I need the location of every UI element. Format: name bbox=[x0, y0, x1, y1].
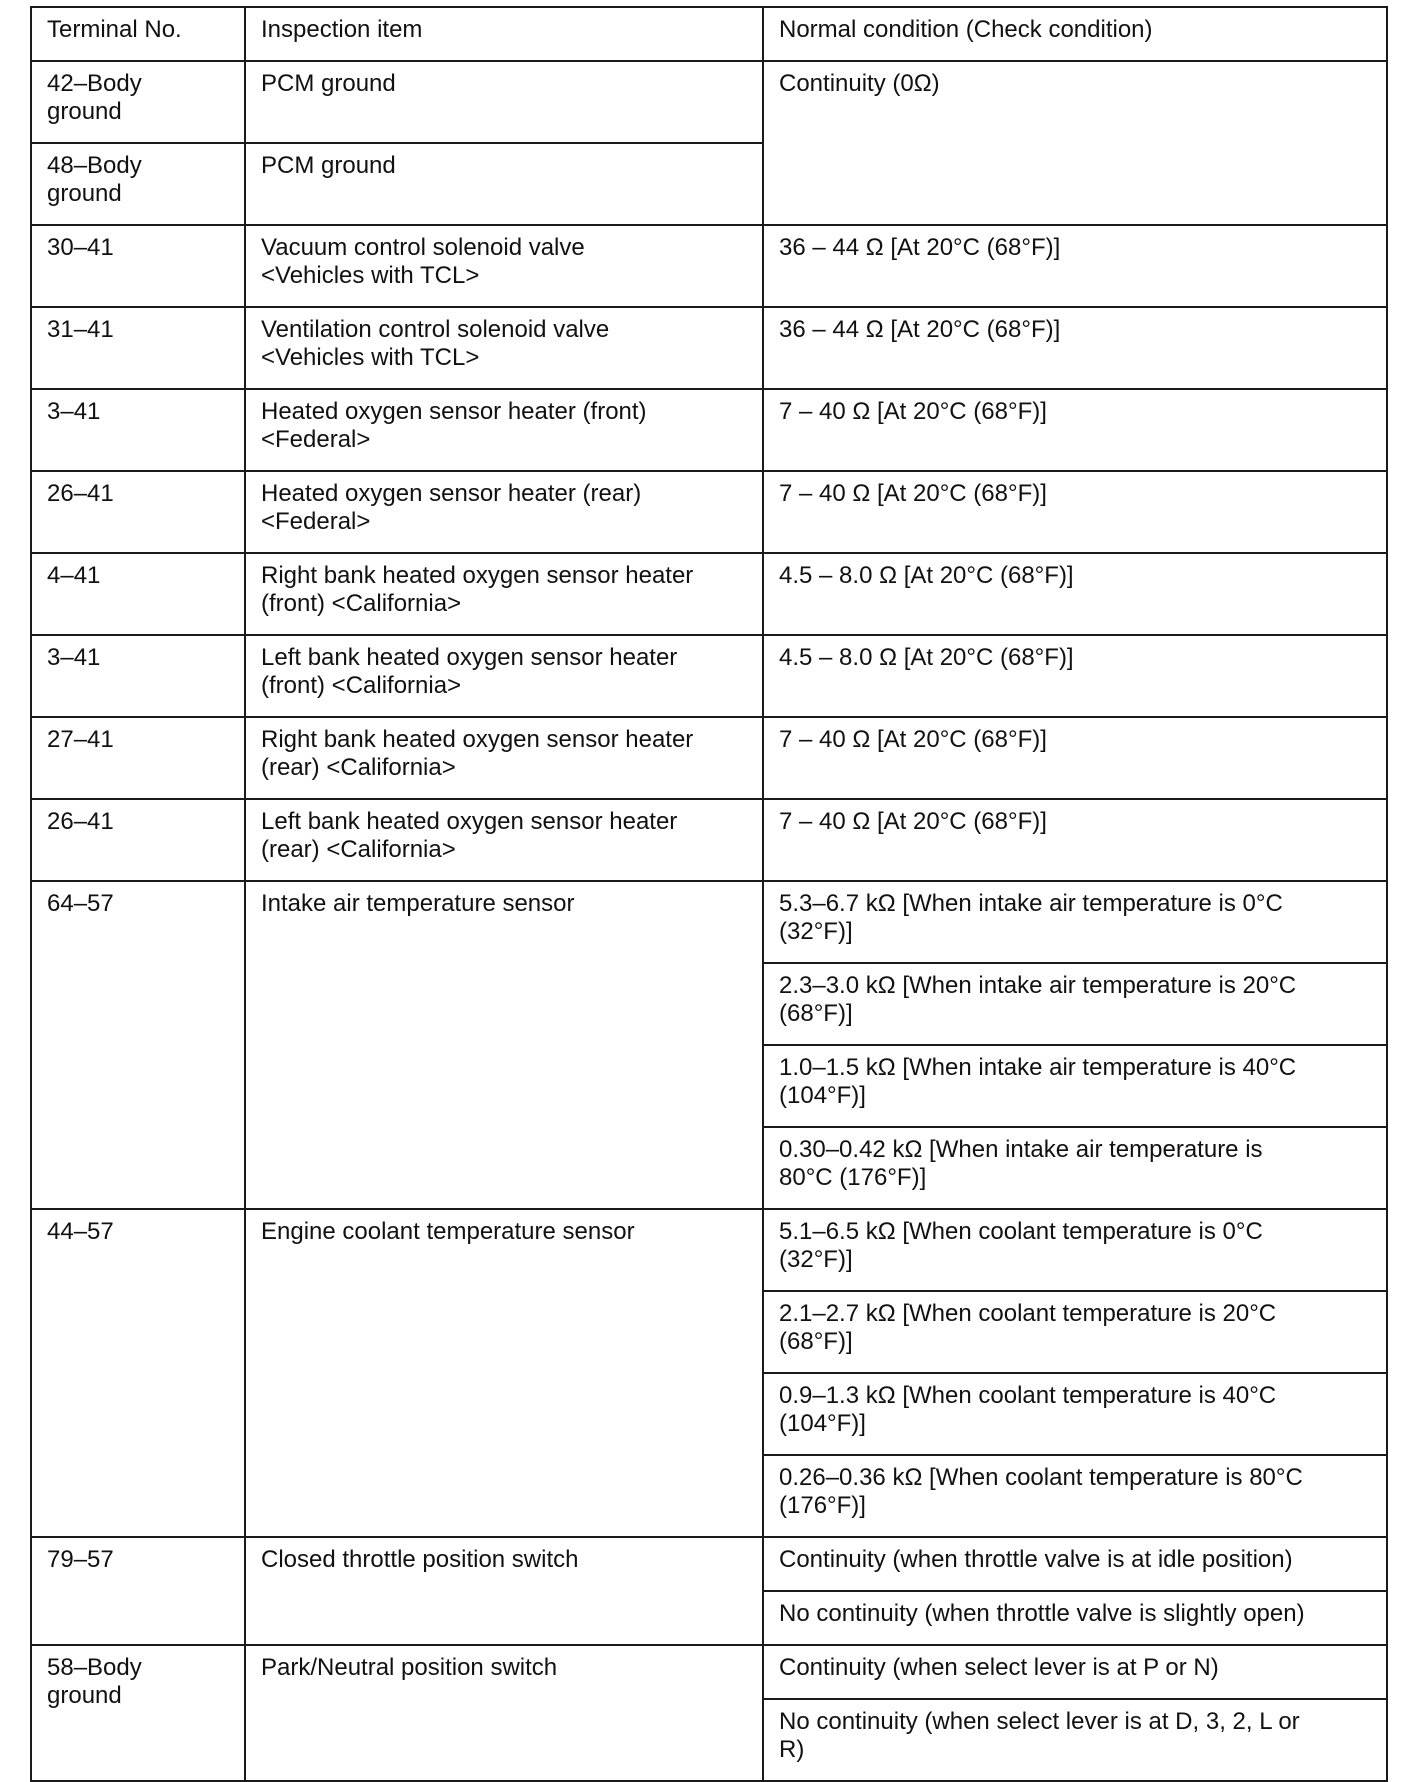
table-row bbox=[31, 1537, 1387, 1591]
condition-cell: 5.1–6.5 kΩ [When coolant temperature is 0°C (32°F)] bbox=[763, 1209, 1387, 1291]
terminal-cell: 79–57 bbox=[31, 1537, 245, 1645]
item-cell: Left bank heated oxygen sensor heater (front) <California> bbox=[245, 635, 763, 717]
terminal-cell: 64–57 bbox=[31, 881, 245, 1209]
condition-cell: 7 – 40 Ω [At 20°C (68°F)] bbox=[763, 717, 1387, 799]
condition-cell: 36 – 44 Ω [At 20°C (68°F)] bbox=[763, 307, 1387, 389]
condition-cell: Continuity (when select lever is at P or N) bbox=[763, 1645, 1387, 1699]
table-row bbox=[31, 635, 1387, 717]
terminal-cell: 44–57 bbox=[31, 1209, 245, 1537]
terminal-cell: 4–41 bbox=[31, 553, 245, 635]
item-cell: Heated oxygen sensor heater (rear) <Federal> bbox=[245, 471, 763, 553]
table-row bbox=[31, 1645, 1387, 1699]
item-cell: Left bank heated oxygen sensor heater (rear) <California> bbox=[245, 799, 763, 881]
table-row bbox=[31, 553, 1387, 635]
terminal-cell: 58–Body ground bbox=[31, 1645, 245, 1781]
condition-cell: 2.1–2.7 kΩ [When coolant temperature is 20°C (68°F)] bbox=[763, 1291, 1387, 1373]
item-cell: Closed throttle position switch bbox=[245, 1537, 763, 1645]
terminal-cell: 3–41 bbox=[31, 389, 245, 471]
header-inspection-item: Inspection item bbox=[245, 7, 763, 61]
condition-cell: 7 – 40 Ω [At 20°C (68°F)] bbox=[763, 471, 1387, 553]
table-row bbox=[31, 61, 1387, 143]
terminal-cell: 42–Body ground bbox=[31, 61, 245, 143]
condition-cell: 1.0–1.5 kΩ [When intake air temperature is 40°C (104°F)] bbox=[763, 1045, 1387, 1127]
table-row bbox=[31, 471, 1387, 553]
inspection-table bbox=[30, 6, 1388, 1782]
table-row bbox=[31, 225, 1387, 307]
condition-cell: 2.3–3.0 kΩ [When intake air temperature is 20°C (68°F)] bbox=[763, 963, 1387, 1045]
condition-cell: 5.3–6.7 kΩ [When intake air temperature is 0°C (32°F)] bbox=[763, 881, 1387, 963]
item-cell: Right bank heated oxygen sensor heater (front) <California> bbox=[245, 553, 763, 635]
condition-cell: 0.9–1.3 kΩ [When coolant temperature is 40°C (104°F)] bbox=[763, 1373, 1387, 1455]
header-terminal: Terminal No. bbox=[31, 7, 245, 61]
terminal-cell: 48–Body ground bbox=[31, 143, 245, 225]
terminal-cell: 3–41 bbox=[31, 635, 245, 717]
item-cell: Right bank heated oxygen sensor heater (rear) <California> bbox=[245, 717, 763, 799]
item-cell: PCM ground bbox=[245, 143, 763, 225]
condition-cell: No continuity (when select lever is at D, 3, 2, L or R) bbox=[763, 1699, 1387, 1781]
condition-cell: 36 – 44 Ω [At 20°C (68°F)] bbox=[763, 225, 1387, 307]
item-cell: Heated oxygen sensor heater (front) <Federal> bbox=[245, 389, 763, 471]
item-cell: Park/Neutral position switch bbox=[245, 1645, 763, 1781]
condition-cell: Continuity (when throttle valve is at idle position) bbox=[763, 1537, 1387, 1591]
condition-cell: 4.5 – 8.0 Ω [At 20°C (68°F)] bbox=[763, 553, 1387, 635]
condition-cell: 4.5 – 8.0 Ω [At 20°C (68°F)] bbox=[763, 635, 1387, 717]
item-cell: Ventilation control solenoid valve <Vehicles with TCL> bbox=[245, 307, 763, 389]
terminal-cell: 31–41 bbox=[31, 307, 245, 389]
condition-cell: 7 – 40 Ω [At 20°C (68°F)] bbox=[763, 389, 1387, 471]
item-cell: PCM ground bbox=[245, 61, 763, 143]
terminal-cell: 26–41 bbox=[31, 471, 245, 553]
table-row bbox=[31, 389, 1387, 471]
condition-cell: No continuity (when throttle valve is slightly open) bbox=[763, 1591, 1387, 1645]
table-row bbox=[31, 799, 1387, 881]
table-row bbox=[31, 717, 1387, 799]
header-row bbox=[31, 7, 1387, 61]
terminal-cell: 26–41 bbox=[31, 799, 245, 881]
table-row bbox=[31, 1209, 1387, 1291]
item-cell: Intake air temperature sensor bbox=[245, 881, 763, 1209]
item-cell: Vacuum control solenoid valve <Vehicles with TCL> bbox=[245, 225, 763, 307]
condition-cell: 7 – 40 Ω [At 20°C (68°F)] bbox=[763, 799, 1387, 881]
condition-cell: Continuity (0Ω) bbox=[763, 61, 1387, 225]
header-normal-condition: Normal condition (Check condition) bbox=[763, 7, 1387, 61]
terminal-cell: 27–41 bbox=[31, 717, 245, 799]
terminal-cell: 30–41 bbox=[31, 225, 245, 307]
item-cell: Engine coolant temperature sensor bbox=[245, 1209, 763, 1537]
condition-cell: 0.30–0.42 kΩ [When intake air temperature is 80°C (176°F)] bbox=[763, 1127, 1387, 1209]
condition-cell: 0.26–0.36 kΩ [When coolant temperature is 80°C (176°F)] bbox=[763, 1455, 1387, 1537]
table-row bbox=[31, 881, 1387, 963]
table-row bbox=[31, 307, 1387, 389]
